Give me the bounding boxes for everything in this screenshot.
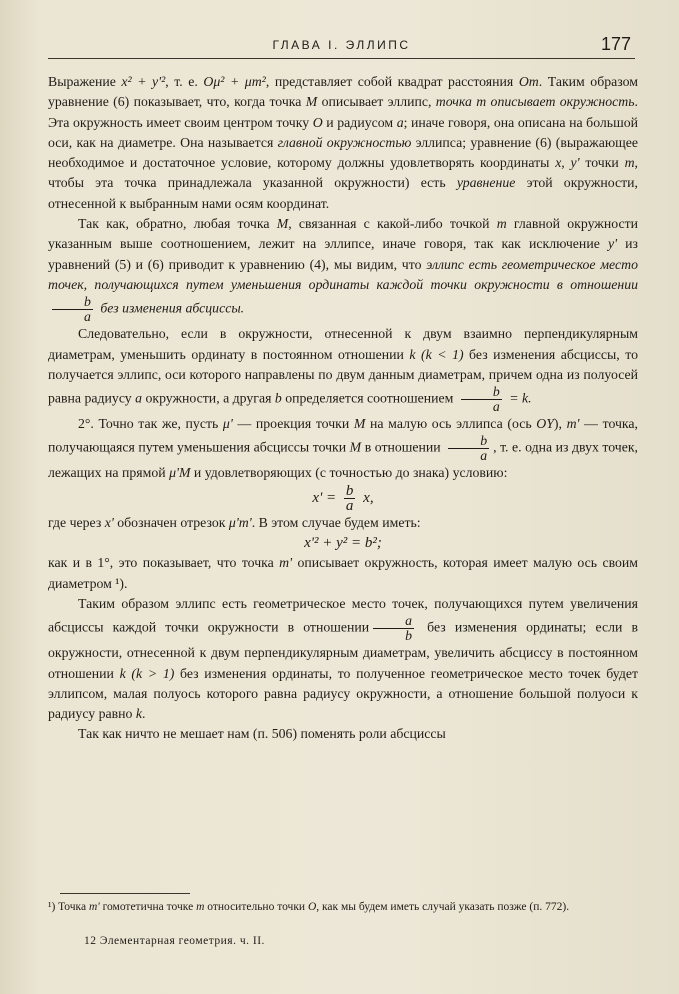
text-run: — проекция точки [232, 416, 354, 432]
text-run: точки [579, 155, 625, 171]
text-run: Так как ничто не мешает нам (п. 506) поменять роли абсциссы [78, 726, 446, 742]
text-run: эллипса; уравнение (6) (выражающее необходимое и достаточное условие, которому должны удовлетворять координаты [48, 134, 639, 171]
text-run: , т. е. одна из двух точек, лежащих на прямой [48, 440, 639, 481]
formula-inline: a [135, 390, 143, 406]
formula-inline: OY [536, 416, 554, 432]
text-run: на малую ось эллипса (ось [365, 416, 537, 432]
chapter-title: ГЛАВА I. ЭЛЛИПС [272, 38, 411, 52]
display-formula-2: x'² + y² = b²; [304, 535, 382, 552]
text-run: . Таким образом уравнение (6) показывает, что, когда точка [48, 74, 638, 110]
text-run: , связанная с какой-либо точкой [288, 216, 497, 232]
text-run: 2°. Точно так же, пусть [78, 416, 223, 432]
text-run: и радиусом [322, 114, 397, 130]
fraction-numerator: b [345, 482, 354, 499]
page-number: 177 [600, 34, 631, 54]
formula-inline: M [305, 94, 318, 110]
text-run: . [142, 706, 146, 722]
formula-inline: k [135, 706, 143, 722]
formula-inline: O [307, 901, 317, 913]
formula-inline: a [396, 114, 404, 130]
paragraph-8 [48, 724, 638, 744]
emphasis-text: главной окружностью [277, 134, 412, 150]
display-formula-1 [48, 484, 638, 513]
text-run: ), [553, 416, 567, 432]
fraction [344, 484, 356, 513]
paragraph-5 [48, 513, 638, 533]
formula-inline: Oμ² + μm² [203, 74, 266, 89]
footnote [48, 898, 638, 916]
text-run: описывает окружность, которая имеет малую ось своим диаметром ¹). [48, 555, 639, 591]
fraction-denominator: a [492, 399, 500, 415]
formula-inline: = k. [505, 390, 532, 406]
printer-signature: 12 Элементарная геометрия. ч. II. [84, 935, 265, 947]
text-run: Так как, обратно, любая точка [78, 216, 277, 232]
formula-inline: μ'm' [228, 514, 252, 530]
text-run: в отношении [361, 440, 445, 456]
text-run: , т. е. [165, 74, 204, 89]
paragraph-4 [48, 414, 638, 484]
fraction [461, 385, 502, 414]
formula-inline: m [624, 155, 635, 171]
text-run: и удовлетворяющих (с точностью до знака) условию: [190, 465, 508, 481]
formula-inline: M [353, 416, 366, 432]
formula-inline: m [196, 901, 205, 913]
paragraph-1 [48, 72, 638, 214]
text-run: . В этом случае будем иметь: [251, 514, 421, 530]
formula-inline: M [349, 440, 362, 456]
text-run: как и в 1°, это показывает, что точка [48, 555, 280, 571]
formula-inline: μ' [222, 416, 233, 432]
emphasis-text: точка m описывает окружность [435, 94, 635, 110]
text-run: без изменения абсциссы, то получается эллипс, оси которого направлены по двум данным диаметрам, причем одна из полуосей равна радиусу [48, 346, 638, 406]
formula-inline: m' [566, 416, 580, 432]
running-header [48, 36, 635, 59]
formula-inline: m' [88, 901, 100, 913]
fraction-numerator: b [461, 385, 502, 400]
fraction [373, 614, 414, 643]
paragraph-2 [48, 214, 638, 324]
text-run: Таким образом эллипс есть геометрическое место точек, получающихся путем увеличения абсциссы каждой точки окружности в отношении [48, 595, 638, 635]
formula-part: x, [359, 489, 374, 506]
formula-inline: M [276, 216, 289, 232]
main-text [48, 72, 638, 745]
formula-inline: O [312, 114, 323, 130]
text-run: из уравнений (5) и (6) приводит к уравнению (4), мы видим, что [48, 236, 638, 272]
formula-inline: x² + y'² [121, 74, 166, 89]
paragraph-3 [48, 324, 638, 414]
fraction-denominator: b [405, 628, 413, 644]
paragraph-6 [48, 553, 638, 594]
footnote-divider [60, 893, 190, 894]
text-run: относительно точки [204, 901, 308, 913]
text-run: ; иначе говоря, она описана на большой оси, как на диаметре. Она называется [48, 114, 638, 150]
text-run: описывает эллипс, [317, 94, 436, 110]
text-run: Выражение [48, 74, 122, 89]
text-run: , представляет собой квадрат расстояния [265, 74, 519, 89]
formula-inline: Om [518, 74, 539, 89]
text-run: , как мы будем иметь случай указать позже (п. 772). [316, 901, 570, 913]
formula-part: x' = [312, 489, 340, 506]
fraction-denominator: a [480, 448, 488, 464]
formula-inline: x, y' [555, 155, 580, 171]
fraction-numerator: b [52, 295, 93, 310]
text-run: Следовательно, если в окружности, отнесенной к двум взаимно перпендикулярным диаметрам, уменьшить ординату в постоянном отношении [48, 326, 638, 362]
text-run: окружности, а другая [142, 390, 275, 406]
formula-inline: y' [607, 236, 618, 252]
emphasis-text: без изменения абсциссы. [96, 300, 245, 316]
fraction [448, 434, 489, 463]
formula-inline: m' [279, 555, 293, 571]
text-run: . Эта окружность имеет своим центром точку [48, 94, 638, 130]
text-run: главной окружности указанным выше соотношением, лежит на эллипсе, иначе говоря, так как исключение [48, 216, 638, 252]
fraction-denominator: a [84, 309, 91, 325]
text-run: обозначен отрезок [113, 514, 229, 530]
text-run: этой окружности, отнесенной к выбранным нами осям координат. [48, 175, 638, 211]
formula-inline: x' [104, 514, 114, 530]
text-run: определяется соотношением [281, 390, 457, 406]
emphasis-text: уравнение [456, 175, 516, 191]
text-run: где через [48, 514, 105, 530]
fraction-numerator: a [373, 614, 414, 629]
fraction-numerator: b [448, 434, 489, 449]
text-run: без изменения ординаты, то полученное геометрическое место точек будет эллипсом, малая полуось которого равна радиусу окружности, а отношение большой полуоси к радиусу равно [48, 665, 638, 722]
text-run: без изменения ординаты; если в окружности, отнесенной к двум перпендикулярным диаметрам, увеличить абсциссу в постоянном отношении [48, 619, 638, 681]
formula-inline: k (k > 1) [119, 665, 175, 681]
formula-inline: b [274, 390, 282, 406]
text-run: — точка, получающаяся путем уменьшения абсциссы точки [48, 416, 638, 456]
formula-inline: m [496, 216, 507, 232]
formula-inline: μ'M [169, 465, 191, 481]
text-run: ¹) Точка [48, 901, 89, 913]
formula-inline: k (k < 1) [409, 346, 464, 362]
paragraph-7 [48, 594, 638, 724]
emphasis-text: эллипс есть геометрическое место точек, получающихся путем уменьшения ординаты каждой точки окружности в отношении [48, 256, 638, 292]
fraction-denominator: a [345, 497, 354, 514]
text-run: гомотетична точке [99, 901, 197, 913]
text-run: , чтобы эта точка принадлежала указанной окружности) есть [48, 155, 638, 191]
fraction [52, 295, 93, 324]
